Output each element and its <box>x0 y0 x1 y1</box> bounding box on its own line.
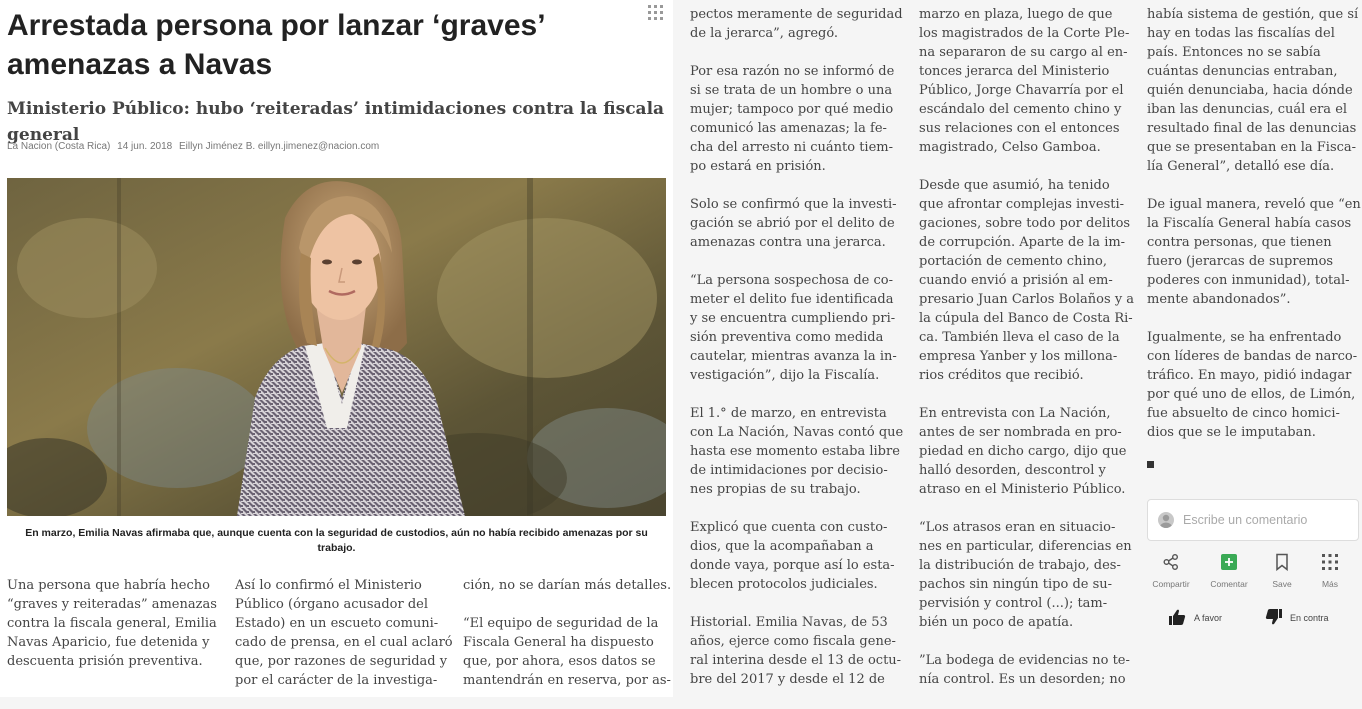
body-line: cautelar, mientras avanza la in- <box>690 349 897 364</box>
body-line: Igualmente, se ha enfrentado <box>1147 330 1342 345</box>
save-label: Save <box>1272 579 1292 589</box>
body-paragraph <box>919 518 1134 632</box>
body-line: cha del arresto ni cuánto tiem- <box>690 140 893 155</box>
body-line: la cúpula del Banco de Costa Ri- <box>919 311 1133 326</box>
body-line: bre del 2017 y desde el 12 de <box>690 672 885 687</box>
body-paragraph <box>690 271 903 385</box>
photo-caption: En marzo, Emilia Navas afirmaba que, aunque cuenta con la seguridad de custodios, aún no había recibido amenazas por su trabajo. <box>25 527 648 554</box>
vote-against-button[interactable] <box>1265 608 1329 628</box>
body-line: la Fiscalía General había casos <box>1147 216 1352 231</box>
body-paragraph <box>463 614 671 690</box>
byline <box>7 141 383 152</box>
body-line: Desde que asumió, ha tenido <box>919 178 1110 193</box>
body-line: cuando envió a prisión al em- <box>919 273 1113 288</box>
body-paragraph <box>690 518 903 594</box>
body-line: escándalo del cemento chino y <box>919 102 1122 117</box>
body-column-2 <box>235 576 453 690</box>
body-line: Estado) en un escueto comuni- <box>235 616 439 631</box>
body-line: gaciones, sobre todo por delitos <box>919 216 1131 231</box>
byline-author: Eillyn Jiménez B. eillyn.jimenez@nacion.com <box>179 141 380 152</box>
body-line: vestigación”, dijo la Fiscalía. <box>690 368 880 383</box>
body-paragraph <box>1147 328 1361 442</box>
body-line: quién denunciaba, hacia dónde <box>1147 83 1353 98</box>
body-line: ”La bodega de evidencias no te- <box>919 653 1130 668</box>
body-column-6 <box>1147 5 1361 468</box>
body-line: cuántas denuncias entraban, <box>1147 64 1338 79</box>
body-paragraph <box>919 651 1134 689</box>
body-line: por el carácter de la investiga- <box>235 673 438 688</box>
body-line: mujer; tampoco por qué medio <box>690 102 894 117</box>
body-line: con líderes de bandas de narco- <box>1147 349 1358 364</box>
body-line: ral interina desde el 13 de octu- <box>690 653 902 668</box>
body-line: Fiscala General ha dispuesto <box>463 635 654 650</box>
body-paragraph <box>919 176 1134 385</box>
body-line: tráfico. En mayo, pidió indagar <box>1147 368 1352 383</box>
save-button[interactable] <box>1257 553 1307 589</box>
thumbs-down-icon <box>1265 618 1283 628</box>
body-paragraph <box>690 62 903 176</box>
body-line: “graves y reiteradas” amenazas <box>7 597 217 612</box>
vote-for-button[interactable] <box>1168 608 1223 628</box>
body-line: pervisión y control (...); tam- <box>919 596 1108 611</box>
body-line: piedad en dicho cargo, dijo que <box>919 444 1127 459</box>
body-line: gación se abrió por el delito de <box>690 216 895 231</box>
body-line: Solo se confirmó que la investi- <box>690 197 897 212</box>
body-paragraph <box>690 404 903 499</box>
body-paragraph <box>690 195 903 252</box>
body-line: portación de cemento chino, <box>919 254 1107 269</box>
comment-label: Comentar <box>1210 579 1248 589</box>
body-line: nes propias de su trabajo. <box>690 482 861 497</box>
body-line: con La Nación, Navas contó que <box>690 425 904 440</box>
body-line: na separaron de su cargo al en- <box>919 45 1128 60</box>
body-line: presario Juan Carlos Bolaños y a <box>919 292 1135 307</box>
body-line: atraso en el Ministerio Público. <box>919 482 1126 497</box>
body-line: descuenta prisión preventiva. <box>7 654 203 669</box>
body-paragraph <box>463 576 671 595</box>
body-line: hay en todas las fiscalías del <box>1147 26 1335 41</box>
more-label: Más <box>1321 579 1339 589</box>
body-line: país. Entonces no se sabía <box>1147 45 1321 60</box>
share-label: Compartir <box>1152 579 1190 589</box>
vote-for-label: A favor <box>1194 613 1223 623</box>
article-title: Arrestada persona por lanzar ‘graves’ amenazas a Navas <box>7 9 544 81</box>
body-line: Público, Jorge Chavarría por el <box>919 83 1124 98</box>
body-line: donde vaya, porque así lo esta- <box>690 558 895 573</box>
body-line: que afrontar complejas investi- <box>919 197 1125 212</box>
body-line: “Los atrasos eran en situacio- <box>919 520 1116 535</box>
body-line: ción, no se darían más detalles. <box>463 578 672 593</box>
body-column-1 <box>7 576 217 671</box>
body-line: por qué uno de ellos, de Limón, <box>1147 387 1356 402</box>
body-line: po estará en prisión. <box>690 159 826 174</box>
body-line: pachos sin ningún tipo de su- <box>919 577 1113 592</box>
comment-button[interactable] <box>1204 553 1254 589</box>
avatar <box>1158 512 1174 528</box>
body-line: fue absuelto de cinco homici- <box>1147 406 1340 421</box>
body-line: Público (órgano acusador del <box>235 597 429 612</box>
body-line: había sistema de gestión, que sí <box>1147 7 1359 22</box>
body-line: años, ejerce como fiscala gene- <box>690 634 896 649</box>
body-line: Explicó que cuenta con custo- <box>690 520 888 535</box>
body-line: los magistrados de la Corte Ple- <box>919 26 1130 41</box>
body-line: contra personas, que tienen <box>1147 235 1332 250</box>
body-line: Así lo confirmó el Ministerio <box>235 578 422 593</box>
body-line: marzo en plaza, luego de que <box>919 7 1113 22</box>
body-column-5 <box>919 5 1134 708</box>
body-line: halló desorden, descontrol y <box>919 463 1106 478</box>
bookmark-icon <box>1273 556 1291 575</box>
end-of-article-mark <box>1147 461 1154 468</box>
body-line: magistrado, Celso Gamboa. <box>919 140 1101 155</box>
body-line: sión preventiva como medida <box>690 330 884 345</box>
thumbs-up-icon <box>1168 618 1186 628</box>
grid-menu-icon[interactable] <box>647 4 665 22</box>
article-subtitle: Ministerio Público: hubo ‘reiteradas’ intimidaciones contra la fiscala general <box>7 99 665 145</box>
body-line: poderes con inmunidad), total- <box>1147 273 1350 288</box>
comment-placeholder: Escribe un comentario <box>1183 513 1308 527</box>
body-line: dios, que la acompañaban a <box>690 539 874 554</box>
body-line: amenazas contra una jerarca. <box>690 235 886 250</box>
body-line: si se trata de un hombre o una <box>690 83 893 98</box>
body-line: que, por razones de seguridad y <box>235 654 448 669</box>
body-line: nes en particular, diferencias en <box>919 539 1132 554</box>
body-line: comunicó las amenazas; la fe- <box>690 121 887 136</box>
body-line: pectos meramente de seguridad <box>690 7 903 22</box>
share-button[interactable] <box>1146 553 1196 589</box>
body-paragraph <box>1147 195 1361 309</box>
body-line: “El equipo de seguridad de la <box>463 616 659 631</box>
more-dots-icon <box>1321 556 1339 575</box>
body-line: meter el delito fue identificada <box>690 292 894 307</box>
body-line: antes de ser nombrada en pro- <box>919 425 1122 440</box>
body-paragraph <box>690 5 903 43</box>
body-line: iban las denuncias, cuál era el <box>1147 102 1348 117</box>
body-line: mantendrán en reserva, por as- <box>463 673 671 688</box>
body-line: En entrevista con La Nación, <box>919 406 1111 421</box>
body-line: ca. También lleva el caso de la <box>919 330 1120 345</box>
body-line: resultado final de las denuncias <box>1147 121 1357 136</box>
comment-plus-icon <box>1220 556 1238 575</box>
body-line: Por esa razón no se informó de <box>690 64 895 79</box>
byline-date: 14 jun. 2018 <box>117 141 173 152</box>
body-paragraph <box>919 5 1134 157</box>
vote-against-label: En contra <box>1290 613 1329 623</box>
body-line: de la jerarca”, agregó. <box>690 26 839 41</box>
body-line: y se encuentra cumpliendo pri- <box>690 311 896 326</box>
body-column-3 <box>463 576 671 709</box>
body-paragraph <box>1147 5 1361 176</box>
comment-input[interactable] <box>1147 499 1359 541</box>
body-line: rios créditos que recibió. <box>919 368 1084 383</box>
article-photo <box>7 178 666 516</box>
body-line: que se presentaban en la Fisca- <box>1147 140 1357 155</box>
body-column-4 <box>690 5 903 708</box>
body-line: lía General”, detalló ese día. <box>1147 159 1335 174</box>
body-line: hasta ese momento estaba libre <box>690 444 900 459</box>
body-line: dios que se le imputaban. <box>1147 425 1316 440</box>
body-line: de intimidaciones por decisio- <box>690 463 888 478</box>
body-line: la distribución de trabajo, des- <box>919 558 1121 573</box>
body-line: Navas Aparicio, fue detenida y <box>7 635 210 650</box>
body-line: “La persona sospechosa de co- <box>690 273 894 288</box>
byline-source: La Nacion (Costa Rica) <box>7 141 111 152</box>
body-line: blecen protocolos judiciales. <box>690 577 878 592</box>
body-line: bién un poco de apatía. <box>919 615 1074 630</box>
body-line: Historial. Emilia Navas, de 53 <box>690 615 888 630</box>
body-line: El 1.° de marzo, en entrevista <box>690 406 887 421</box>
body-line: sus relaciones con el entonces <box>919 121 1120 136</box>
body-line: fuero (jerarcas de supremos <box>1147 254 1334 269</box>
body-line: nía control. Es un desorden; no <box>919 672 1126 687</box>
body-line: Una persona que habría hecho <box>7 578 210 593</box>
body-paragraph <box>919 404 1134 499</box>
body-line: mente abandonados”. <box>1147 292 1291 307</box>
body-line: de corrupción. Aparte de la im- <box>919 235 1126 250</box>
more-button[interactable] <box>1305 553 1355 589</box>
body-line: contra la fiscala general, Emilia <box>7 616 217 631</box>
body-line: cado de prensa, en el cual aclaró <box>235 635 453 650</box>
body-line: De igual manera, reveló que “en <box>1147 197 1361 212</box>
body-line: tonces jerarca del Ministerio <box>919 64 1110 79</box>
body-line: que, por ahora, esos datos se <box>463 654 656 669</box>
body-line: empresa Yanber y los millona- <box>919 349 1118 364</box>
share-icon <box>1162 556 1180 575</box>
body-paragraph <box>690 613 903 689</box>
